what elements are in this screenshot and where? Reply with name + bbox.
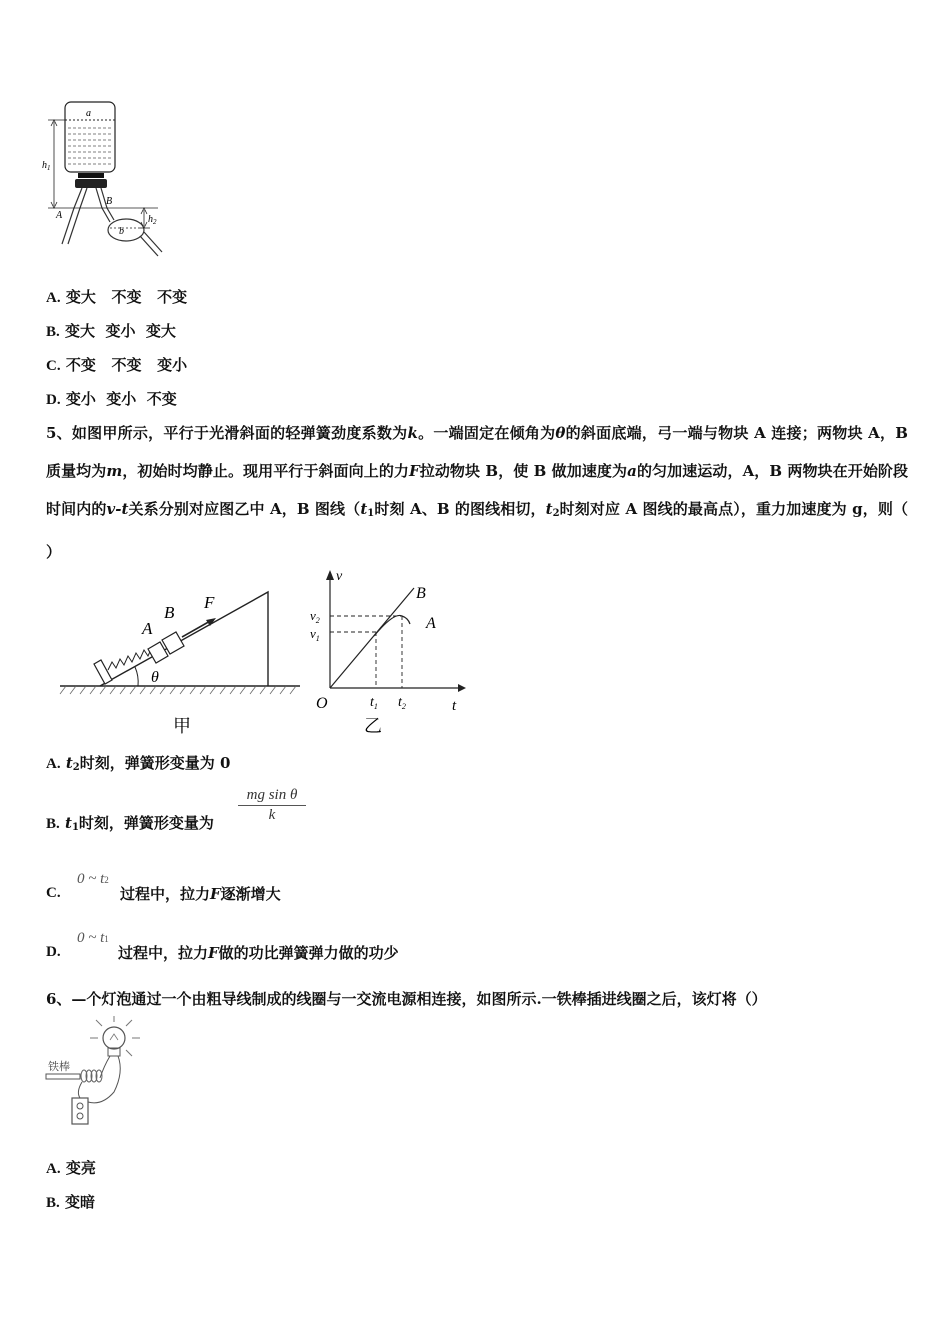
- vt-label-t2: $t_2$: [398, 695, 406, 711]
- q5-stem: 5、如图甲所示，平行于光滑斜面的轻弹簧劲度系数为k。一端固定在倾角为θ的斜面底端，弓一端与物块 A 连接；两物块 A，B 质量均为m，初始时均静止。现用平行于斜面向上的力F拉动物块 B，使 B 做加速度为a的匀加速运动，A，B 两物块在开始阶段时间内的v-t关系分别对应图乙中 A，B 图线（$t_1$时刻 A、B 的图线相切，$t_2$时刻对应 A 图线的最高点），重力加速度为 g，则（ ）: [46, 424, 909, 561]
- q4-option-a: A. 变大 不变 不变: [46, 288, 188, 306]
- q5-option-c-text: 过程中，拉力F逐渐增大: [120, 885, 281, 903]
- q5-option-a: A. $t_2$时刻，弹簧形变量为 0: [46, 754, 231, 773]
- q5-option-d: D.: [46, 944, 61, 960]
- q6-option-b: B. 变暗: [46, 1193, 96, 1211]
- q5-option-c: C.: [46, 885, 61, 901]
- lamp-coil-figure: [42, 1016, 146, 1128]
- label-point-A: A: [56, 210, 63, 221]
- q5-option-b-fraction: [238, 787, 306, 824]
- fraction-denominator: k: [268, 807, 276, 823]
- label-b: b: [119, 226, 124, 237]
- q5-option-d-range: 0 ~ t1: [77, 930, 109, 946]
- incline-label-theta: θ: [151, 669, 159, 686]
- vt-label-t1: $t_1$: [370, 695, 378, 711]
- incline-label-F: F: [204, 593, 215, 612]
- q6-stem: 6、—个灯泡通过一个由粗导线制成的线圈与一交流电源相连接，如图所示.一铁棒插进线圈之后，该灯将（）: [46, 990, 767, 1008]
- q5-option-c-range: 0 ~ t2: [77, 871, 109, 887]
- q4-option-b: B. 变大 变小 变大: [46, 322, 176, 340]
- vt-label-B: B: [416, 585, 426, 602]
- q4-option-c: C. 不变 不变 变小: [46, 356, 188, 374]
- incline-figure: [56, 584, 306, 740]
- vt-graph: [306, 562, 470, 740]
- incline-label-A: A: [142, 619, 153, 638]
- q5-option-d-text: 过程中，拉力F做的功比弹簧弹力做的功少: [118, 944, 399, 962]
- label-point-B: B: [106, 196, 113, 207]
- bottle-figure: [40, 96, 165, 266]
- vt-axis-t: t: [452, 698, 457, 714]
- label-iron-rod: 铁棒: [48, 1061, 70, 1073]
- vt-label-A: A: [426, 615, 436, 632]
- label-a: a: [86, 108, 91, 119]
- fraction-numerator: mg sin θ: [238, 787, 306, 806]
- q4-option-d: D. 变小 变小 不变: [46, 390, 177, 408]
- q6-option-a: A. 变亮: [46, 1159, 96, 1177]
- vt-label-v2: $v_2$: [310, 608, 320, 625]
- incline-label-B: B: [164, 603, 175, 622]
- q5-option-b: B. $t_1$时刻，弹簧形变量为: [46, 814, 214, 833]
- label-h2: $h_2$: [148, 214, 157, 226]
- incline-caption: 甲: [173, 716, 191, 736]
- vt-axis-v: v: [336, 569, 343, 584]
- vt-caption: 乙: [364, 716, 382, 736]
- vt-origin: O: [316, 695, 328, 712]
- vt-label-v1: $v_1$: [310, 626, 320, 643]
- label-h1: $h_1$: [42, 160, 51, 172]
